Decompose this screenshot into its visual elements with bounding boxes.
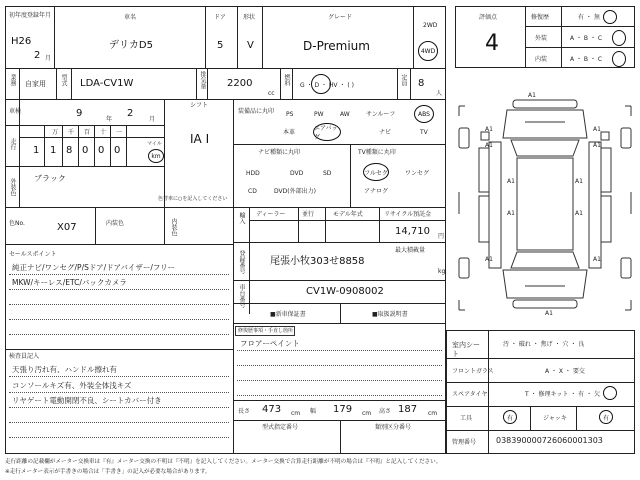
car-outline-icon (455, 92, 635, 324)
shift-value: IA I (190, 132, 210, 146)
shift-label: シフト (190, 102, 209, 109)
glass-items: A ・ X ・ 要交 (545, 368, 585, 375)
navi-dvd-ext: DVD(外部出力) (274, 188, 316, 195)
equip-tv: TV (420, 129, 428, 136)
score-exterior-label: 外装 (535, 35, 548, 42)
width-unit: cm (362, 410, 372, 417)
damage-mark-4: A1 (485, 142, 493, 149)
repair-label: 修復歴事項・手直し箇所 (238, 328, 294, 334)
cc-label: 排気量 (199, 71, 206, 89)
navi-hdd: HDD (246, 170, 260, 177)
sales-point-line2: MKW/キーレス/ETC/バックカメラ (12, 278, 127, 287)
class-number-label: 類別区分番号 (375, 424, 412, 431)
damage-mark-5: A1 (593, 142, 601, 149)
model-label: 型式 (60, 74, 67, 86)
seat-items: 汚 ・ 破れ ・ 焦げ ・ 穴 ・ 良 (503, 341, 585, 348)
jack-label: ジャッキ (543, 415, 567, 422)
first-reg-month: 2 (34, 50, 41, 61)
interior-color-label: 内装色 (106, 220, 125, 227)
drive-2wd-label: 2WD (423, 22, 438, 29)
repair-value: フロアーペイント (240, 339, 300, 348)
new-car-warranty-label: ■新車保証書 (270, 311, 306, 318)
name-value: デリカD5 (109, 40, 153, 51)
tv-oneseg: ワンセグ (405, 170, 430, 177)
grade-value: D-Premium (303, 39, 370, 53)
max-load-label: 最大積載量 (395, 247, 426, 254)
plate-value: 尾張小牧303せ8858 (270, 256, 365, 267)
fuel-diesel-circle (311, 74, 331, 94)
recycle-label: リサイクル預託金 (384, 211, 432, 218)
damage-mark-8: A1 (507, 210, 515, 217)
height-unit: cm (428, 410, 438, 417)
equip-leather: 本革 (283, 129, 296, 136)
score-exterior-options: A ・ B ・ C (570, 35, 603, 42)
mileage-digit-unit-1: 千 (68, 129, 75, 136)
color-label: 外装色 (9, 178, 16, 196)
mileage-digit-unit-0: 万 (52, 129, 59, 136)
damage-mark-2: A1 (485, 126, 493, 133)
car-diagram (455, 92, 635, 324)
inspector-line2: コンソールキズ有、外装全体浅キズ (12, 381, 132, 390)
score-interior-options: A ・ B ・ C (570, 56, 603, 63)
mileage-digit-1: 8 (66, 145, 73, 156)
score-repair-none-circle (603, 10, 617, 24)
grade-label: グレード (328, 14, 353, 21)
length-value: 473 (262, 404, 282, 415)
score-interior-label: 内装 (535, 56, 548, 63)
jack-yes-circle: 有 (599, 410, 613, 424)
admin-number-label: 管理番号 (452, 439, 477, 446)
owner-manual-label: ■取扱説明書 (372, 311, 408, 318)
first-reg-value: H26 (11, 36, 32, 47)
mileage-km-circle: km (148, 149, 164, 163)
equip-sunroof: サンルーフ (366, 111, 396, 118)
width-label: 幅 (310, 408, 317, 415)
mileage-digit-0: 1 (50, 145, 57, 156)
chassis-label: 車台番号 (238, 284, 245, 308)
score-value: 4 (485, 31, 499, 56)
length-label: 長さ (238, 408, 251, 415)
tools-label: 工具 (460, 415, 473, 422)
height-label: 高さ (379, 408, 392, 415)
score-exterior-c-circle (612, 30, 626, 46)
fuel-label: 燃料 (283, 74, 290, 86)
tv-title: TV種類に丸印 (358, 149, 396, 156)
damage-mark-6: A1 (507, 178, 515, 185)
spare-items: T ・ 修理キット ・ 有 ・ 欠 (525, 391, 600, 398)
drive-4wd-circle: 4WD (418, 41, 438, 61)
model-value: LDA-CV1W (80, 78, 134, 89)
navi-dvd: DVD (290, 170, 304, 177)
name-label: 車名 (124, 14, 137, 21)
sales-point-line1: 純正ナビ/ワンセグ/P/Sドア/ドアバイザー/フリー (12, 263, 176, 272)
dealer-parallel-label: 並行 (302, 211, 315, 218)
equip-pw: PW (314, 111, 324, 118)
shaken-year: 9 (76, 108, 83, 119)
mileage-label: 走行 (9, 138, 16, 150)
model-year-label: モデル年式 (333, 211, 363, 218)
equipment-title: 装備品に丸印 (238, 108, 275, 115)
use-value: 自家用 (25, 80, 46, 88)
color-value: ブラック (34, 174, 66, 183)
first-reg-label: 初年度登録年月 (9, 12, 52, 19)
dealer-import-label: 輸入 (238, 212, 245, 224)
fuel-options: G ・ D ・ HV ・ ( ) (300, 82, 354, 89)
cc-value: 2200 (227, 78, 253, 89)
tv-fullseg-circle: フルセグ (363, 163, 389, 181)
equip-ps: PS (286, 111, 294, 118)
shaken-month: 2 (127, 108, 134, 119)
shaken-label: 車検 (9, 108, 22, 115)
capacity-unit: 人 (436, 90, 443, 97)
mileage-digit-unit-3: 十 (100, 129, 107, 136)
type-designation-label: 型式指定番号 (262, 424, 299, 431)
navi-cd: CD (248, 188, 257, 195)
dealer-label: ディーラー (256, 211, 286, 218)
plate-label: 登録番号 (238, 250, 245, 274)
door-label: ドア (214, 14, 226, 21)
spare-missing-circle (603, 386, 617, 400)
mileage-digit-2: 0 (82, 145, 89, 156)
recycle-value: 14,710 (395, 226, 430, 237)
inspector-line3: リヤゲート電動開閉不良、シートカバー付き (12, 396, 162, 405)
color-note: 色替車に○を記入してください (158, 196, 228, 202)
damage-mark-7: A1 (575, 178, 583, 185)
cc-unit: cc (268, 90, 275, 97)
damage-mark-1: A1 (528, 92, 536, 99)
score-interior-c-circle (612, 51, 626, 67)
mileage-digit-unit-2: 百 (84, 129, 91, 136)
navi-title: ナビ種類に丸印 (258, 149, 301, 156)
shaken-month-unit: 月 (149, 116, 156, 123)
navi-sd: SD (323, 170, 332, 177)
footer-note-2: ※走行メーター表示が手書きの場合は「手書き」の記入が必要な場合があります。 (5, 469, 211, 475)
shape-value: V (247, 40, 254, 51)
sales-point-label: セールスポイント (9, 251, 57, 258)
chassis-value: CV1W-0908002 (306, 286, 384, 297)
admin-number-value: 038390000726060001303 (496, 436, 603, 445)
score-repair-label: 修復歴 (531, 14, 550, 21)
inspector-line1: 天張り汚れ有、ハンドル擦れ有 (12, 365, 117, 374)
capacity-value: 8 (418, 78, 425, 89)
length-unit: cm (291, 410, 301, 417)
equip-aw: AW (340, 111, 350, 118)
score-label: 評価点 (479, 14, 498, 21)
mileage-lead-digit: 1 (33, 145, 40, 156)
color-no-label: 色No. (9, 220, 25, 227)
equip-abs-circle: ABS (414, 105, 434, 123)
height-value: 187 (398, 404, 418, 415)
equip-navi: ナビ (379, 129, 392, 136)
trim-color-label: 内装色 (170, 218, 177, 236)
seat-label: 室内シート (452, 341, 480, 358)
damage-mark-11: A1 (593, 256, 601, 263)
use-label: 業務 (9, 74, 16, 86)
equip-airbag-circle: エアバッグ (313, 123, 341, 141)
recycle-unit: 円 (438, 233, 445, 240)
footer-note-1: 走行距離の記載欄がメーター交換車は『有』メーター交換の不明は『不明』を記入してください。メーター交換で合算走行距離が不明の場合は『不明』と記入してください。 (5, 459, 442, 465)
first-reg-month-unit: 月 (45, 55, 52, 62)
damage-mark-9: A1 (575, 210, 583, 217)
max-load-unit: kg (438, 268, 446, 275)
damage-mark-10: A1 (485, 256, 493, 263)
tv-analog: アナログ (364, 188, 389, 195)
mileage-unit-mile: マイル (147, 141, 162, 147)
spare-label: スペアタイヤ (452, 391, 488, 398)
mileage-digit-4: 0 (114, 145, 121, 156)
damage-mark-12: A1 (545, 310, 553, 317)
shaken-year-unit: 年 (106, 116, 113, 123)
shape-label: 形状 (243, 14, 256, 21)
mileage-digit-unit-4: 一 (116, 129, 123, 136)
door-value: 5 (217, 40, 224, 51)
inspector-label: 検査員記入 (9, 353, 40, 360)
damage-mark-3: A1 (593, 126, 601, 133)
mileage-digit-3: 0 (98, 145, 105, 156)
capacity-label: 定員 (400, 74, 407, 86)
tools-yes-circle: 有 (503, 410, 517, 424)
width-value: 179 (333, 404, 353, 415)
glass-label: フロントガラス (452, 368, 494, 375)
color-no-value: X07 (57, 222, 77, 233)
score-repair-options: 有 ・ 無 (578, 14, 600, 21)
